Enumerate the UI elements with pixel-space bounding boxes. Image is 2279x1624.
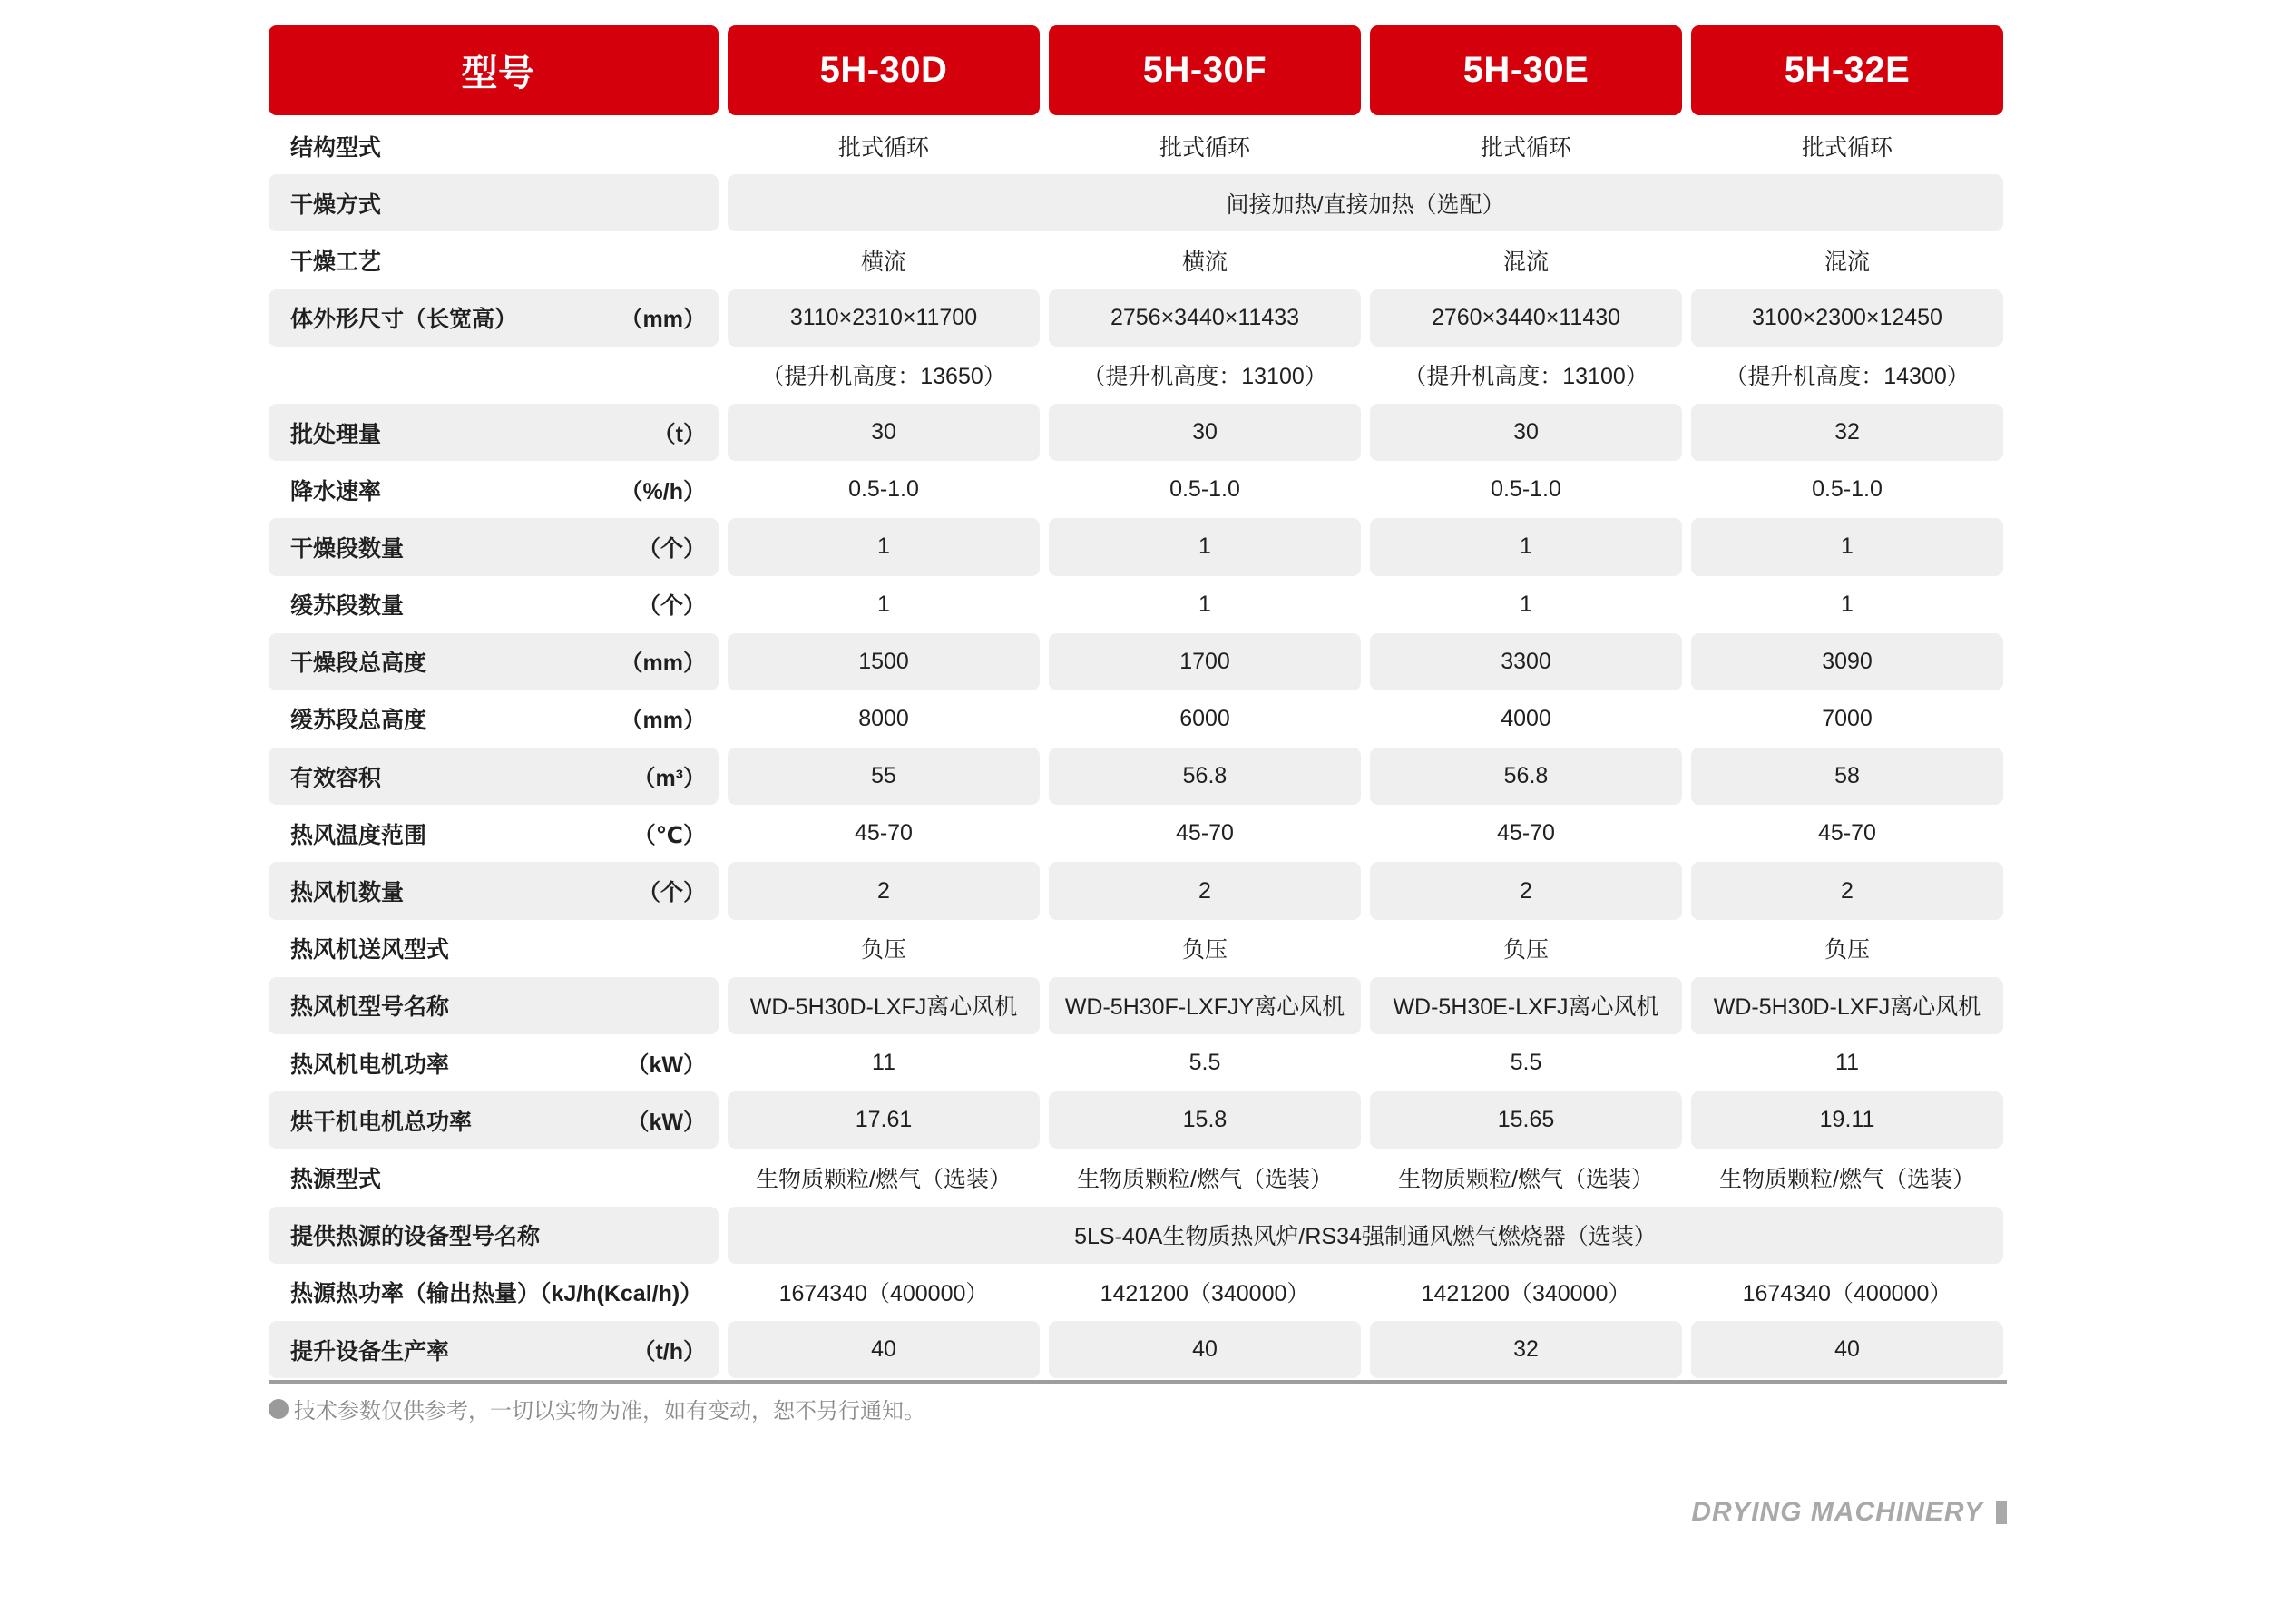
bullet-dot-icon: [269, 1399, 289, 1419]
row-label-cell: [269, 461, 719, 518]
row-value: 1421200（340000）: [1100, 1281, 1310, 1307]
row-value: 横流: [1181, 249, 1228, 275]
row-unit: （个）: [637, 593, 706, 620]
row-value: 45-70: [1818, 820, 1876, 846]
row-unit: （kW）: [626, 1109, 706, 1135]
row-value: 0.5-1.0: [1491, 476, 1561, 503]
table-row: [269, 862, 2007, 919]
row-label-cell: [269, 920, 719, 977]
row-unit: （mm）: [620, 307, 706, 333]
row-value: 5.5: [1510, 1050, 1542, 1076]
row-value: 3090: [1691, 633, 2003, 690]
row-value: 4000: [1501, 705, 1551, 731]
table-row: [269, 633, 2007, 690]
row-label-cell: [269, 862, 719, 919]
row-value: 40: [1691, 1321, 2003, 1378]
row-value: 32: [1691, 404, 2003, 461]
row-label: 干燥工艺: [290, 249, 382, 275]
row-value: 生物质颗粒/燃气（选装）: [1077, 1166, 1333, 1192]
row-label-cell: [269, 117, 719, 174]
row-label-cell: [269, 748, 719, 805]
row-value: 混流: [1502, 249, 1549, 275]
row-label-cell: [269, 518, 719, 575]
brand-text: DRYING MACHINERY: [1691, 1497, 1983, 1527]
row-value: 15.65: [1370, 1091, 1682, 1149]
spec-table-wrapper: [269, 25, 2007, 1424]
row-label-cell: [269, 347, 719, 404]
row-value: 58: [1691, 748, 2003, 805]
row-value: WD-5H30D-LXFJ离心风机: [728, 977, 1040, 1034]
row-label: 干燥方式: [290, 191, 382, 218]
row-value: 负压: [860, 937, 906, 964]
row-label: 干燥段总高度: [290, 651, 427, 677]
row-value: 1: [1049, 518, 1361, 575]
row-unit: （mm）: [620, 651, 706, 677]
row-label-cell: [269, 174, 719, 231]
row-value: 批式循环: [837, 134, 929, 161]
row-value: 批式循环: [1801, 134, 1893, 161]
row-value: 1: [1841, 591, 1854, 617]
table-row: [269, 289, 2007, 347]
row-label: 热源型式: [290, 1166, 382, 1192]
row-value: 8000: [858, 705, 909, 731]
row-value: （提升机高度：14300）: [1725, 364, 1970, 390]
table-row: [269, 1091, 2007, 1149]
table-row: [269, 404, 2007, 461]
row-unit: （个）: [637, 535, 706, 562]
header-model-5h-32e: 5H-32E: [1691, 25, 2003, 115]
row-value: 30: [1049, 404, 1361, 461]
table-body: [269, 117, 2007, 1378]
row-label: 热风机型号名称: [290, 994, 450, 1021]
table-header-row: [269, 25, 2007, 115]
row-value-merged: 间接加热/直接加热（选配）: [728, 174, 2003, 231]
row-label-cell: [269, 1091, 719, 1149]
row-value: 3110×2310×11700: [728, 289, 1040, 347]
row-unit: （t）: [652, 421, 706, 447]
table-row: [269, 518, 2007, 575]
row-label-cell: [269, 404, 719, 461]
row-value: 1: [1691, 518, 2003, 575]
row-value: 45-70: [855, 820, 913, 846]
row-label-cell: [269, 977, 719, 1034]
row-value: 2760×3440×11430: [1370, 289, 1682, 347]
row-value: 2: [1370, 862, 1682, 919]
row-label: 体外形尺寸（长宽高）: [290, 307, 518, 333]
row-value: 横流: [860, 249, 906, 275]
table-row: [269, 1264, 2007, 1321]
row-unit: （个）: [637, 880, 706, 906]
row-label: 降水速率: [290, 478, 382, 504]
row-value: 17.61: [728, 1091, 1040, 1149]
row-label-cell: [269, 289, 719, 347]
row-unit: （℃）: [632, 822, 706, 848]
row-value: 30: [728, 404, 1040, 461]
row-value: （提升机高度：13650）: [761, 364, 1006, 390]
table-row: [269, 1034, 2007, 1091]
row-value: 1: [877, 591, 890, 617]
row-unit: （t/h）: [632, 1338, 706, 1365]
row-value: 2: [1691, 862, 2003, 919]
table-row: [269, 347, 2007, 404]
row-value: 1: [1520, 591, 1532, 617]
header-model-5h-30e: 5H-30E: [1370, 25, 1682, 115]
row-label: 提升设备生产率: [290, 1338, 450, 1365]
table-row: [269, 977, 2007, 1034]
row-value: 11: [1835, 1050, 1859, 1076]
row-unit: （mm）: [620, 708, 706, 734]
row-label-cell: [269, 576, 719, 633]
row-value: 45-70: [1176, 820, 1234, 846]
row-label-cell: [269, 633, 719, 690]
row-value: 批式循环: [1480, 134, 1571, 161]
brand-bar-icon: [1996, 1501, 2007, 1524]
row-value: 56.8: [1049, 748, 1361, 805]
row-label: 有效容积: [290, 765, 382, 791]
row-label: 热风机电机功率: [290, 1052, 450, 1078]
header-model-label: 型号: [269, 25, 719, 115]
disclaimer-text: 技术参数仅供参考，一切以实物为准，如有变动，恕不另行通知。: [294, 1399, 925, 1424]
row-value: 7000: [1822, 705, 1873, 731]
row-value-merged: 5LS-40A生物质热风炉/RS34强制通风燃气燃烧器（选装）: [728, 1207, 2003, 1264]
row-value: WD-5H30F-LXFJY离心风机: [1049, 977, 1361, 1034]
row-value: 1: [1370, 518, 1682, 575]
header-model-5h-30d: 5H-30D: [728, 25, 1040, 115]
row-label: 热风机送风型式: [290, 937, 450, 964]
row-value: 负压: [1181, 937, 1228, 964]
row-value: 批式循环: [1159, 134, 1250, 161]
row-value: 负压: [1502, 937, 1549, 964]
table-row: [269, 117, 2007, 174]
row-value: 5.5: [1188, 1050, 1221, 1076]
row-label-cell: [269, 231, 719, 289]
row-value: WD-5H30E-LXFJ离心风机: [1370, 977, 1682, 1034]
row-value: 生物质颗粒/燃气（选装）: [1719, 1166, 1975, 1192]
row-label: 热风温度范围: [290, 822, 427, 848]
row-label-cell: [269, 805, 719, 862]
row-value: 32: [1370, 1321, 1682, 1378]
row-value: （提升机高度：13100）: [1404, 364, 1648, 390]
row-value: 1500: [728, 633, 1040, 690]
row-value: 19.11: [1691, 1091, 2003, 1149]
row-label: 缓苏段总高度: [290, 708, 427, 734]
row-value: 55: [728, 748, 1040, 805]
row-label: 烘干机电机总功率: [290, 1109, 473, 1135]
row-value: 0.5-1.0: [848, 476, 919, 503]
row-value: 1674340（400000）: [778, 1281, 989, 1307]
table-row: [269, 1149, 2007, 1206]
row-unit: （kW）: [626, 1052, 706, 1078]
disclaimer-note: [269, 1393, 2007, 1424]
brand-footer: [1691, 1497, 2007, 1528]
row-label: 缓苏段数量: [290, 593, 405, 620]
row-label: 热风机数量: [290, 880, 405, 906]
row-value: 0.5-1.0: [1812, 476, 1883, 503]
row-label-cell: [269, 1264, 719, 1321]
row-label-cell: [269, 1207, 719, 1264]
row-value: 1674340（400000）: [1742, 1281, 1952, 1307]
row-value: 生物质颗粒/燃气（选装）: [756, 1166, 1012, 1192]
row-value: 40: [728, 1321, 1040, 1378]
row-value: 2756×3440×11433: [1049, 289, 1361, 347]
row-value: 1700: [1049, 633, 1361, 690]
row-value: 0.5-1.0: [1169, 476, 1240, 503]
table-row: [269, 1321, 2007, 1378]
row-label: 结构型式: [290, 134, 382, 161]
row-value: 生物质颗粒/燃气（选装）: [1398, 1166, 1654, 1192]
table-row: [269, 920, 2007, 977]
table-row: [269, 1207, 2007, 1264]
row-value: WD-5H30D-LXFJ离心风机: [1691, 977, 2003, 1034]
header-model-5h-30f: 5H-30F: [1049, 25, 1361, 115]
table-bottom-rule: [269, 1380, 2007, 1384]
row-label: 提供热源的设备型号名称: [290, 1224, 541, 1250]
row-value: 45-70: [1497, 820, 1555, 846]
table-row: [269, 231, 2007, 289]
row-value: 负压: [1824, 937, 1870, 964]
row-value: （提升机高度：13100）: [1082, 364, 1327, 390]
table-row: [269, 174, 2007, 231]
row-value: 2: [1049, 862, 1361, 919]
table-row: [269, 805, 2007, 862]
row-value: 混流: [1824, 249, 1870, 275]
row-value: 1: [1198, 591, 1211, 617]
row-value: 40: [1049, 1321, 1361, 1378]
row-label-cell: [269, 1321, 719, 1378]
row-unit: （%/h）: [620, 478, 706, 504]
row-label: 热源热功率（输出热量）（kJ/h(Kcal/h)）: [290, 1281, 703, 1307]
row-value: 2: [728, 862, 1040, 919]
row-label: 批处理量: [290, 421, 382, 447]
row-label-cell: [269, 1034, 719, 1091]
row-value: 1421200（340000）: [1421, 1281, 1631, 1307]
row-label: 干燥段数量: [290, 535, 405, 562]
table-row: [269, 461, 2007, 518]
row-value: 1: [728, 518, 1040, 575]
row-value: 30: [1370, 404, 1682, 461]
table-row: [269, 748, 2007, 805]
row-value: 3300: [1370, 633, 1682, 690]
row-value: 15.8: [1049, 1091, 1361, 1149]
table-row: [269, 576, 2007, 633]
row-label-cell: [269, 1149, 719, 1206]
table-row: [269, 690, 2007, 748]
row-value: 3100×2300×12450: [1691, 289, 2003, 347]
row-value: 56.8: [1370, 748, 1682, 805]
row-unit: （m³）: [632, 765, 706, 791]
row-value: 6000: [1179, 705, 1230, 731]
row-label-cell: [269, 690, 719, 748]
row-value: 11: [872, 1050, 895, 1076]
